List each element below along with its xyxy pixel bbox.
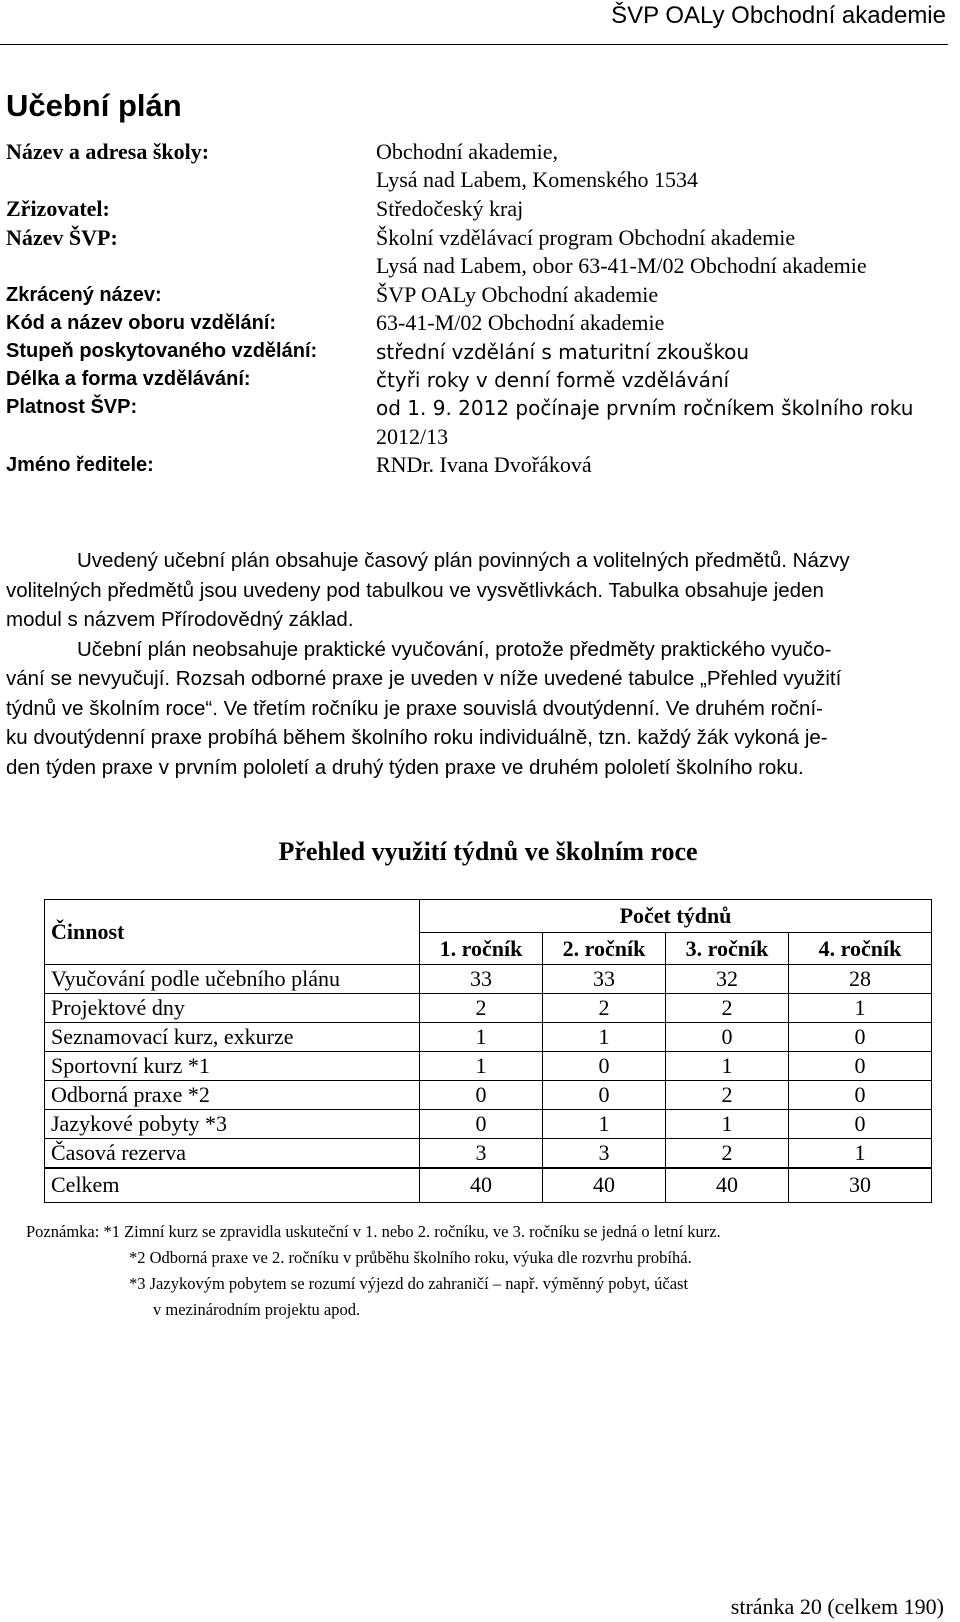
info-label-director: Jméno ředitele: (6, 454, 154, 476)
table-row (45, 994, 932, 1023)
row-value: 2 (666, 1081, 789, 1110)
intro-paragraph (6, 546, 924, 782)
page-number: stránka 20 (celkem 190) (730, 1594, 944, 1619)
intro-line: volitelných předmětů jsou uvedeny pod tabulkou ve vysvětlivkách. Tabulka obsahuje jeden (6, 578, 824, 602)
intro-line: týdnů ve školním roce“. Ve třetím ročníku je praxe souvislá dvoutýdenní. Ve druhém roční- (6, 696, 823, 720)
row-value: 3 (420, 1139, 543, 1168)
column-header-weeks: Počet týdnů (420, 900, 932, 933)
intro-line: Učební plán neobsahuje praktické vyučování, protože předměty praktického vyučo- (77, 637, 832, 661)
row-value: 1 (420, 1023, 543, 1052)
info-label-validity: Platnost ŠVP: (6, 396, 138, 418)
info-label-field-code: Kód a název oboru vzdělání: (6, 312, 277, 334)
row-value: 2 (666, 1139, 789, 1168)
row-value: 0 (666, 1023, 789, 1052)
column-header-year-1: 1. ročník (420, 933, 543, 965)
info-value-validity-2: 2012/13 (376, 424, 449, 449)
row-value: 3 (543, 1139, 666, 1168)
info-value-school-address: Lysá nad Labem, Komenského 1534 (376, 167, 698, 192)
info-value-education-level: střední vzdělání s maturitní zkouškou (376, 340, 750, 364)
table-row (45, 1081, 932, 1110)
page-title: Učební plán (6, 88, 182, 123)
header-divider (0, 44, 948, 45)
note-line-3: *3 Jazykovým pobytem se rozumí výjezd do zahraničí – např. výměnný pobyt, účast (129, 1274, 689, 1293)
row-value: 1 (789, 1139, 932, 1168)
row-value: 1 (543, 1110, 666, 1139)
table-row (45, 1139, 932, 1168)
total-value: 30 (789, 1168, 932, 1203)
row-label: Vyučování podle učebního plánu (45, 965, 420, 994)
info-value-short-name: ŠVP OALy Obchodní akademie (376, 282, 659, 307)
info-label-duration: Délka a forma vzdělávání: (6, 368, 251, 390)
total-value: 40 (543, 1168, 666, 1203)
total-value: 40 (666, 1168, 789, 1203)
info-value-founder: Středočeský kraj (376, 196, 524, 221)
intro-line: ku dvoutýdenní praxe probíhá během školního roku individuálně, tzn. každý žák vykoná je- (6, 726, 828, 749)
row-label: Projektové dny (45, 994, 420, 1023)
row-value: 28 (789, 965, 932, 994)
weeks-table (44, 899, 932, 1203)
row-value: 0 (789, 1023, 932, 1052)
info-value-director: RNDr. Ivana Dvořáková (376, 452, 592, 477)
info-label-short-name: Zkrácený název: (6, 284, 162, 306)
table-row (45, 1110, 932, 1139)
row-value: 0 (789, 1081, 932, 1110)
info-value-svp-name-2: Lysá nad Labem, obor 63-41-M/02 Obchodní akademie (376, 253, 867, 278)
note-line-4: v mezinárodním projektu apod. (153, 1300, 361, 1319)
info-value-field-code: 63-41-M/02 Obchodní akademie (376, 310, 665, 335)
row-value: 1 (420, 1052, 543, 1081)
row-value: 0 (543, 1081, 666, 1110)
row-value: 0 (420, 1081, 543, 1110)
intro-line: Uvedený učební plán obsahuje časový plán povinných a volitelných předmětů. Názvy (77, 549, 850, 572)
row-value: 32 (666, 965, 789, 994)
row-value: 33 (420, 965, 543, 994)
row-value: 1 (666, 1052, 789, 1081)
row-label: Seznamovací kurz, exkurze (45, 1023, 420, 1052)
total-label: Celkem (45, 1168, 420, 1203)
column-header-year-2: 2. ročník (543, 933, 666, 965)
info-value-school-name: Obchodní akademie, (376, 139, 559, 164)
info-label-education-level: Stupeň poskytovaného vzdělání: (6, 340, 318, 362)
table-row (45, 1023, 932, 1052)
table-notes (26, 1219, 721, 1323)
row-label: Sportovní kurz *1 (45, 1052, 420, 1081)
row-value: 1 (666, 1110, 789, 1139)
row-value: 0 (543, 1052, 666, 1081)
intro-line: modul s názvem Přírodovědný základ. (6, 608, 354, 631)
row-value: 0 (789, 1110, 932, 1139)
intro-line: vání se nevyučují. Rozsah odborné praxe je uveden v níže uvedené tabulce „Přehled využití (6, 667, 842, 690)
column-header-activity: Činnost (45, 900, 420, 965)
row-value: 2 (666, 994, 789, 1023)
intro-line: den týden praxe v prvním pololetí a druhý týden praxe ve druhém pololetí školního roku. (6, 755, 804, 779)
row-value: 1 (789, 994, 932, 1023)
row-label: Časová rezerva (45, 1139, 420, 1168)
row-label: Jazykové pobyty *3 (45, 1110, 420, 1139)
info-label-school: Název a adresa školy: (6, 139, 210, 164)
info-value-duration: čtyři roky v denní formě vzdělávání (376, 368, 730, 392)
row-value: 2 (420, 994, 543, 1023)
column-header-year-4: 4. ročník (789, 933, 932, 965)
note-line-2: *2 Odborná praxe ve 2. ročníku v průběhu školního roku, výuka dle rozvrhu probíhá. (129, 1248, 692, 1267)
table-row (45, 965, 932, 994)
running-header: ŠVP OALy Obchodní akademie (611, 2, 946, 29)
total-value: 40 (420, 1168, 543, 1203)
row-value: 33 (543, 965, 666, 994)
column-header-year-3: 3. ročník (666, 933, 789, 965)
note-line-1: Poznámka: *1 Zimní kurz se zpravidla uskuteční v 1. nebo 2. ročníku, ve 3. ročníku se jedná o letní kurz. (26, 1222, 721, 1241)
row-value: 0 (789, 1052, 932, 1081)
table-row (45, 1052, 932, 1081)
row-value: 2 (543, 994, 666, 1023)
info-label-founder: Zřizovatel: (6, 196, 110, 221)
table-total-row (45, 1168, 932, 1203)
row-value: 1 (543, 1023, 666, 1052)
table-title: Přehled využití týdnů ve školním roce (278, 837, 698, 866)
row-value: 0 (420, 1110, 543, 1139)
info-value-validity-1: od 1. 9. 2012 počínaje prvním ročníkem školního roku (376, 396, 914, 420)
info-value-svp-name-1: Školní vzdělávací program Obchodní akademie (376, 225, 796, 250)
row-label: Odborná praxe *2 (45, 1081, 420, 1110)
info-label-svp-name: Název ŠVP: (6, 225, 118, 250)
